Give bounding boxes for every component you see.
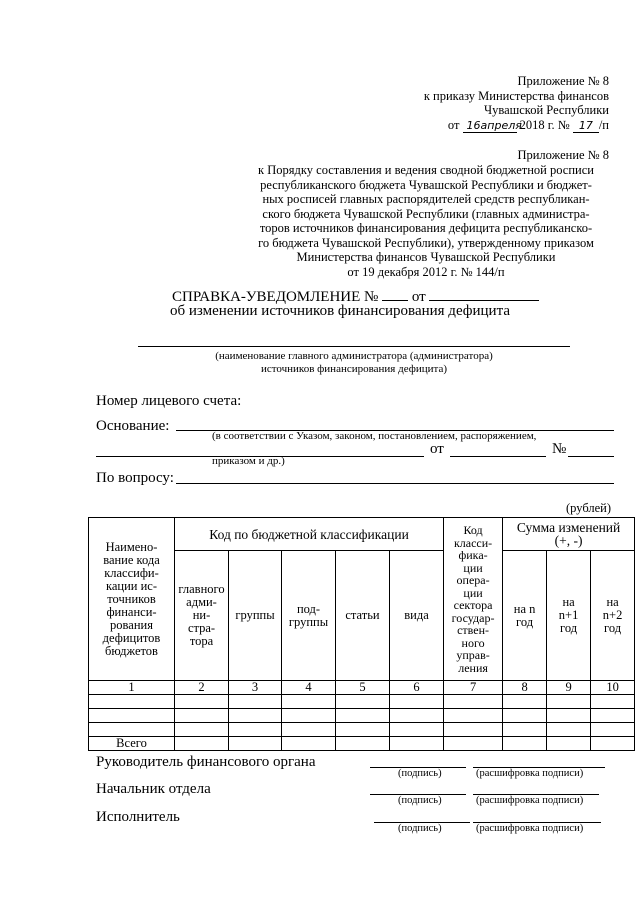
source-changes-table <box>88 517 635 751</box>
decode-hint: (расшифровка подписи) <box>476 823 584 834</box>
signature-role-head: Руководитель финансового органа <box>96 754 316 770</box>
table-row <box>89 723 635 737</box>
header-source-name: Наимено- вание кода классифи- кации ис- точников финанси- рования дефицитов бюджетов <box>89 518 175 681</box>
appendix1-block <box>309 74 609 133</box>
decode-hint: (расшифровка подписи) <box>476 768 584 779</box>
header-article: статьи <box>336 551 390 681</box>
decode-hint: (расшифровка подписи) <box>476 795 584 806</box>
basis-from-label: от <box>430 441 444 457</box>
appendix1-date: от 16апреля 2018 г. № 17 /п <box>447 117 609 132</box>
order-number-handwritten: 17 <box>573 119 599 133</box>
signature-hint: (подпись) <box>398 768 442 779</box>
appendix1-line2: Чувашской Республики <box>483 103 609 117</box>
table-row <box>89 695 635 709</box>
appendix1-line1: к приказу Министерства финансов <box>423 88 609 103</box>
basis-number-label: № <box>552 441 567 457</box>
units-label: (рублей) <box>566 501 612 515</box>
date-month-handwritten: апреля <box>480 118 522 132</box>
admin-name-line <box>138 346 570 347</box>
question-label: По вопросу: <box>96 470 174 486</box>
document-title: СПРАВКА-УВЕДОМЛЕНИЕ № от <box>172 287 572 306</box>
total-label: Всего <box>89 737 175 751</box>
document-subtitle: об изменении источников финансирования дефицита <box>170 303 510 319</box>
header-admin: главного адми- ни- стра- тора <box>175 551 229 681</box>
header-group: группы <box>229 551 282 681</box>
signature-hint: (подпись) <box>398 823 442 834</box>
header-kosgu: Код класси- фика- ции опера- ции сектора государ- ствен- ного управ- ления <box>444 518 503 681</box>
table-row <box>89 709 635 723</box>
header-subgroup: под- группы <box>282 551 336 681</box>
basis-hint2: приказом и др.) <box>212 455 285 467</box>
basis-hint: (в соответствии с Указом, законом, постановлением, распоряжением, <box>212 430 537 442</box>
header-kind: вида <box>390 551 444 681</box>
signature-hint: (подпись) <box>398 795 442 806</box>
header-budget-code: Код по бюджетной классификации <box>175 518 444 551</box>
total-row <box>89 737 635 751</box>
basis-label: Основание: <box>96 418 170 434</box>
basis-number-line <box>568 456 614 457</box>
signature-role-executor: Исполнитель <box>96 809 180 825</box>
header-sum-changes: Сумма изменений (+, -) <box>503 518 635 551</box>
admin-hint: (наименование главного администратора (администратора) источников финансирования дефицита) <box>215 350 493 375</box>
appendix1-title: Приложение № 8 <box>517 74 609 88</box>
column-numbers-row: 1 2 3 4 5 6 7 8 9 10 <box>89 681 635 695</box>
header-year-n1: на n+1 год <box>547 551 591 681</box>
header-year-n: на n год <box>503 551 547 681</box>
basis-date-line <box>450 456 546 457</box>
account-label: Номер лицевого счета: <box>96 393 242 409</box>
date-day-handwritten: 16 <box>463 119 481 133</box>
header-year-n2: на n+2 год <box>591 551 635 681</box>
appendix2-text: к Порядку составления и ведения сводной бюджетной росписи республиканского бюджета Чувашской Республики и бюджет- ных росписей главных распорядителей средств республикан- ского бюджета Чувашской Республики (главных администра- торов источников финансирования дефицита республиканско- го бюджета Чувашской Республики), утвержденному приказом Министерства финансов Чувашской Республики от 19 декабря 2012 г. № 144/п <box>258 163 594 279</box>
question-line <box>176 483 614 484</box>
appendix2-title: Приложение № 8 <box>517 148 609 162</box>
signature-role-dept: Начальник отдела <box>96 781 211 797</box>
